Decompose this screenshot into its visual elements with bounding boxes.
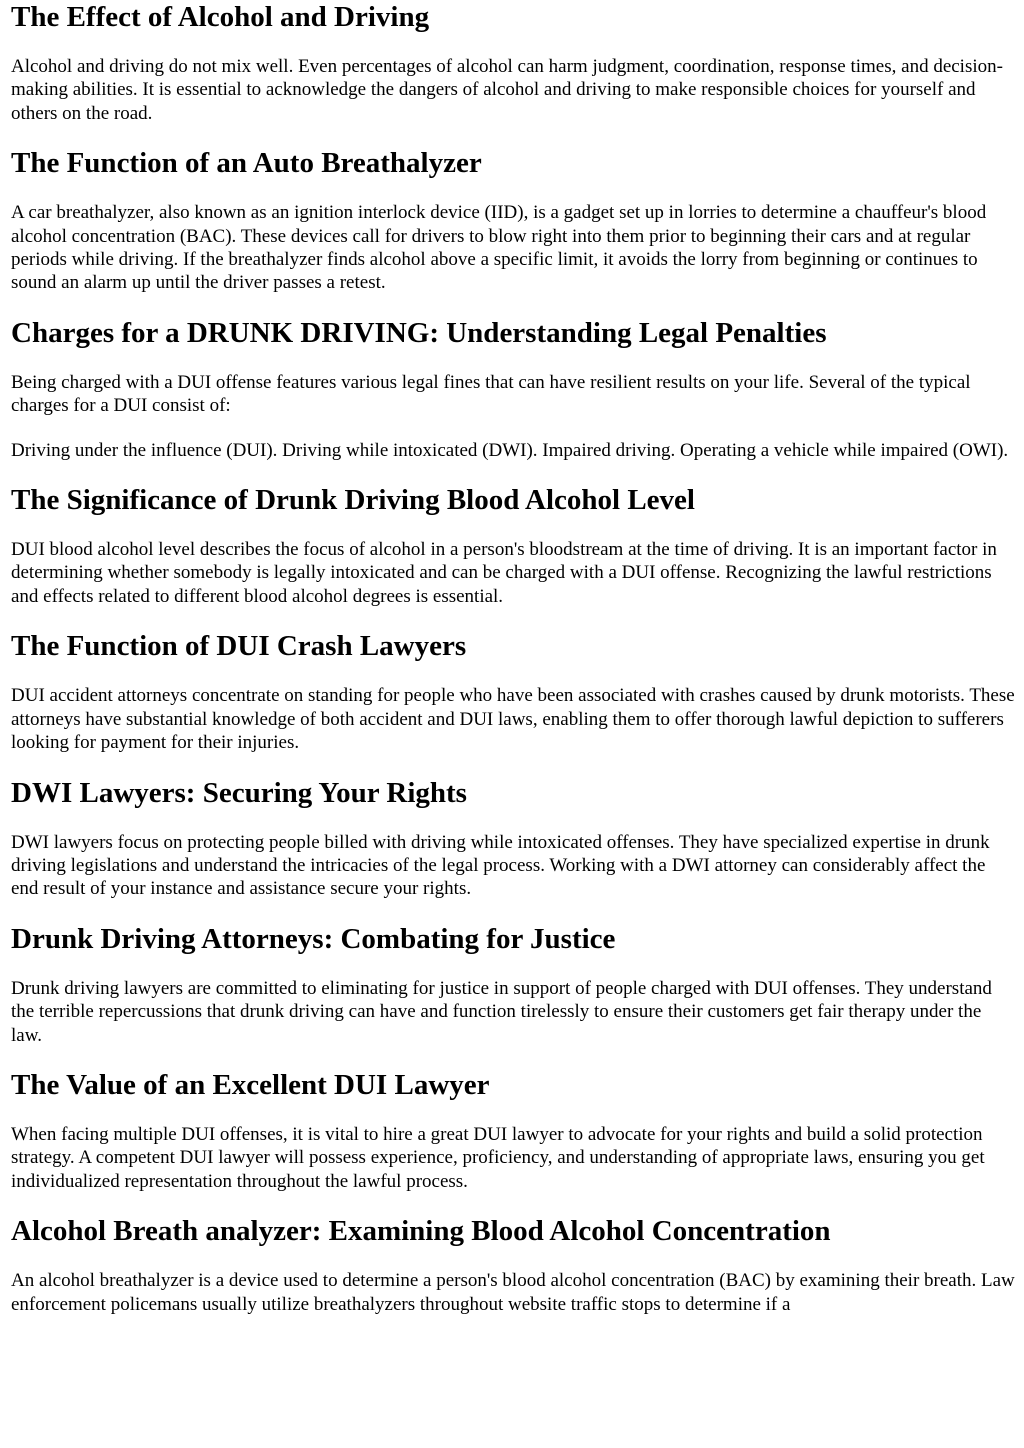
section-paragraph: When facing multiple DUI offenses, it is vital to hire a great DUI lawyer to advocate for your rights and build a solid protection strategy. A competent DUI lawyer will possess experience, proficiency, and understanding of appropriate laws, ensuring you get individualized representation throughout the lawful process.	[11, 1123, 985, 1192]
section-paragraph: Drunk driving lawyers are committed to eliminating for justice in support of people charged with DUI offenses. They understand the terrible repercussions that drunk driving can have and function tirelessly to ensure their customers get fair therapy under the law.	[11, 977, 992, 1046]
section-paragraph: DUI blood alcohol level describes the focus of alcohol in a person's bloodstream at the time of driving. It is an important factor in determining whether somebody is legally intoxicated and can be charged with a DUI offense. Recognizing the lawful restrictions and effects related to different blood alcohol degrees is essential.	[11, 539, 997, 607]
section-paragraph: Alcohol and driving do not mix well. Even percentages of alcohol can harm judgment, coordination, response times, and decision-making abilities. It is essential to acknowledge the dangers of alcohol and driving to make responsible choices for yourself and others on the road.	[11, 56, 1003, 124]
section-paragraph: An alcohol breathalyzer is a device used to determine a person's blood alcohol concentration (BAC) by examining their breath. Law enforcement policemans usually utilize breathalyzers throughout website traffic stops to determine if a	[11, 1270, 1015, 1315]
section-heading-blood-alcohol-level: The Significance of Drunk Driving Blood Alcohol Level	[11, 484, 695, 517]
section-paragraph: A car breathalyzer, also known as an ignition interlock device (IID), is a gadget set up in lorries to determine a chauffeur's blood alcohol concentration (BAC). These devices call for drivers to blow right into them prior to beginning their cars and at regular periods while driving. If the breathalyzer finds alcohol above a specific limit, it avoids the lorry from beginning or continues to sound an alarm up until the driver passes a retest.	[11, 202, 987, 294]
section-heading-excellent-dui-lawyer: The Value of an Excellent DUI Lawyer	[11, 1068, 490, 1101]
section-heading-drunk-driving-attorneys: Drunk Driving Attorneys: Combating for Justice	[11, 922, 616, 955]
section-heading-dwi-lawyers: DWI Lawyers: Securing Your Rights	[11, 776, 467, 809]
section-heading-auto-breathalyzer: The Function of an Auto Breathalyzer	[11, 147, 482, 180]
section-heading-crash-lawyers: The Function of DUI Crash Lawyers	[11, 630, 467, 663]
section-heading-dui-charges: Charges for a DRUNK DRIVING: Understanding Legal Penalties	[11, 316, 827, 349]
section-paragraph: Driving under the influence (DUI). Driving while intoxicated (DWI). Impaired driving. Operating a vehicle while impaired (OWI).	[11, 439, 1009, 461]
section-heading-alcohol-driving: The Effect of Alcohol and Driving	[11, 1, 430, 33]
section-paragraph: Being charged with a DUI offense features various legal fines that can have resilient results on your life. Several of the typical charges for a DUI consist of:	[11, 371, 971, 417]
section-paragraph: DWI lawyers focus on protecting people billed with driving while intoxicated offenses. They have specialized expertise in drunk driving legislations and understand the intricacies of the legal process. Working with a DWI attorney can considerably affect the end result of your instance and assistance secure your rights.	[11, 831, 990, 900]
section-heading-breath-analyzer: Alcohol Breath analyzer: Examining Blood Alcohol Concentration	[11, 1215, 831, 1248]
section-paragraph: DUI accident attorneys concentrate on standing for people who have been associated with crashes caused by drunk motorists. These attorneys have substantial knowledge of both accident and DUI laws, enabling them to offer thorough lawful depiction to sufferers looking for payment for their injuries.	[11, 685, 1015, 754]
